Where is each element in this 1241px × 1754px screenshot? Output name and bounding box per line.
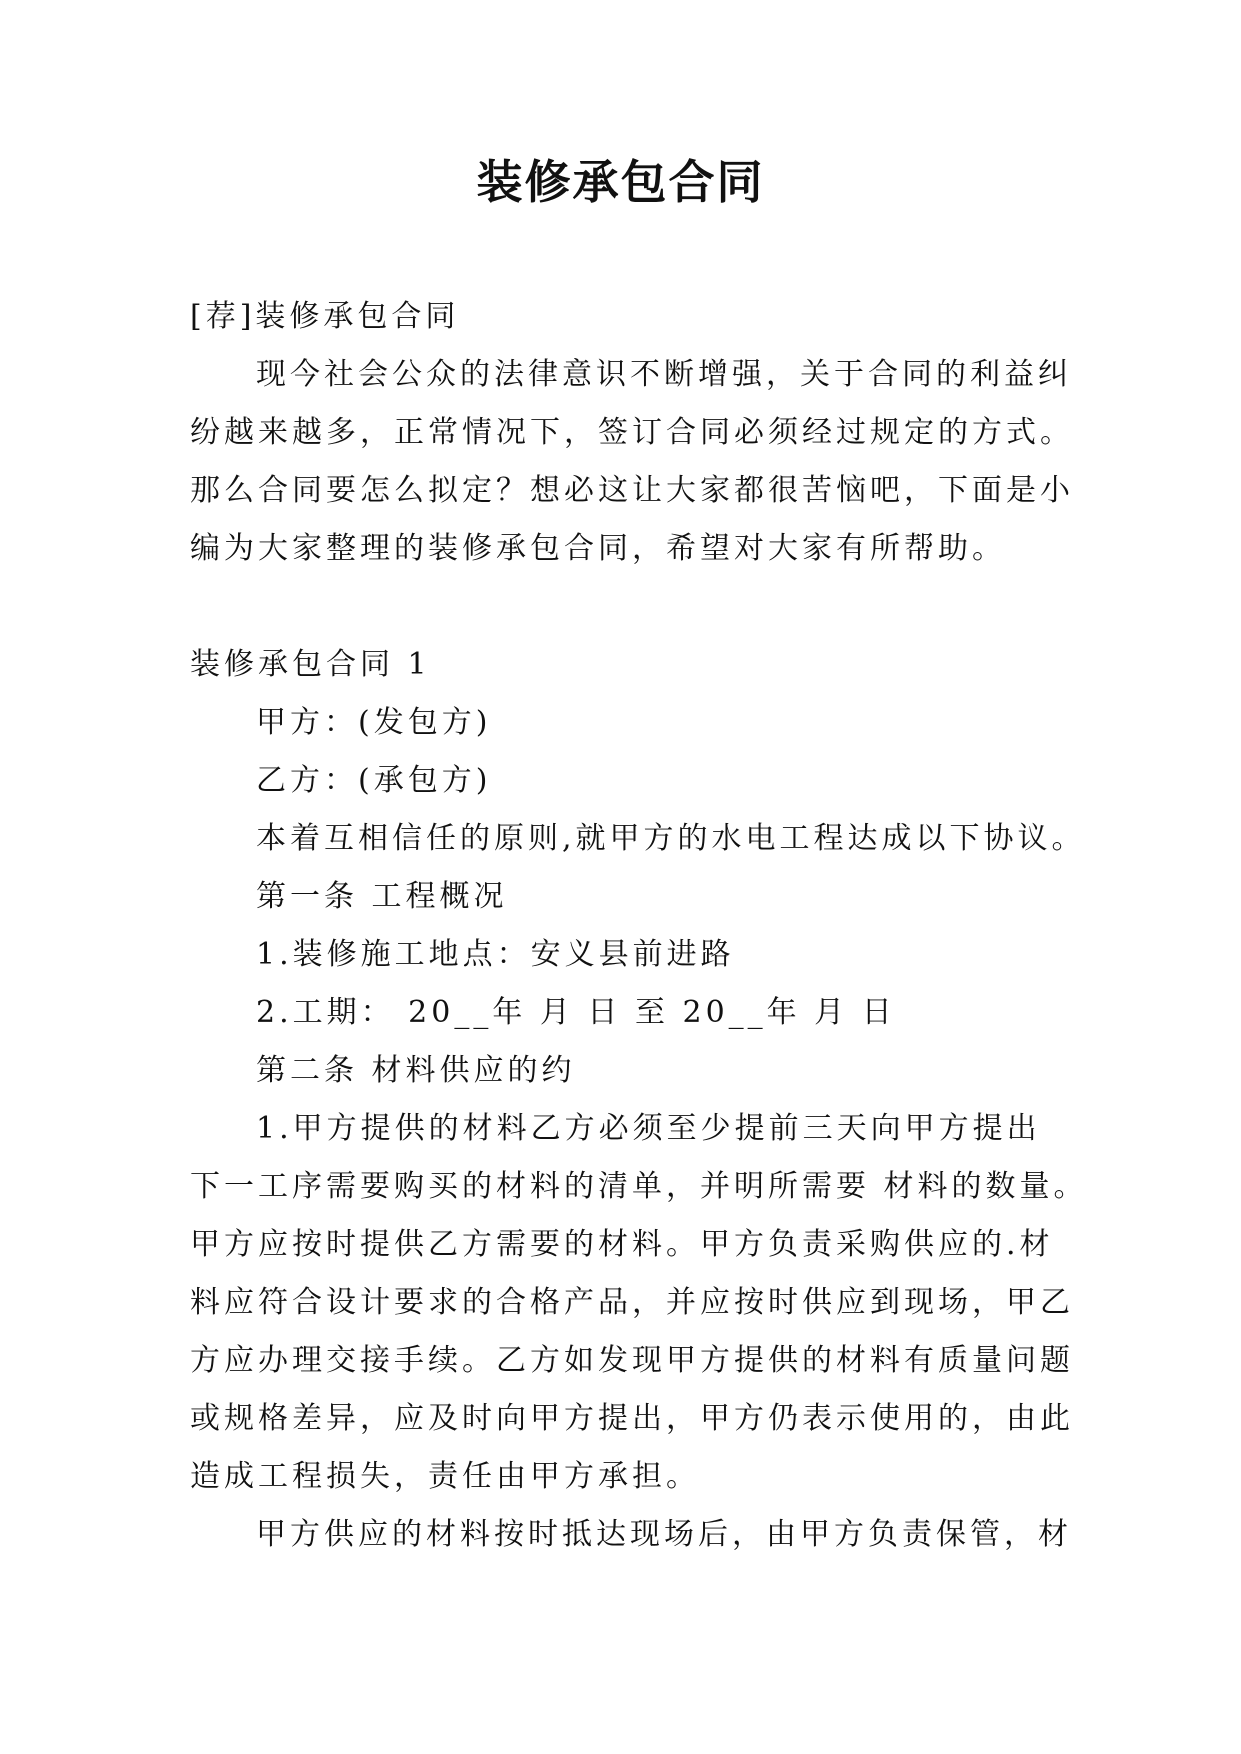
intro-line: 编为大家整理的装修承包合同，希望对大家有所帮助。 xyxy=(190,531,1006,566)
article-2-para-2-line: 甲方供应的材料按时抵达现场后，由甲方负责保管，材 xyxy=(256,1517,1072,1552)
article-2-para-line: 方应办理交接手续。乙方如发现甲方提供的材料有质量问题 xyxy=(190,1343,1074,1378)
principle-statement: 本着互相信任的原则,就甲方的水电工程达成以下协议。 xyxy=(256,821,1086,856)
article-2-para-line: 1.甲方提供的材料乙方必须至少提前三天向甲方提出 xyxy=(256,1111,1041,1146)
article-2-para-line: 料应符合设计要求的合格产品，并应按时供应到现场，甲乙 xyxy=(190,1285,1074,1320)
article-1-item-1: 1.装修施工地点：安义县前进路 xyxy=(256,937,735,972)
paragraph-gap xyxy=(190,578,1070,636)
intro-line: 纷越来越多，正常情况下，签订合同必须经过规定的方式。 xyxy=(190,415,1074,450)
subtitle: [荐]装修承包合同 xyxy=(190,299,460,334)
intro-line: 那么合同要怎么拟定？想必这让大家都很苦恼吧，下面是小 xyxy=(190,473,1074,508)
article-1-title: 第一条 工程概况 xyxy=(256,879,508,914)
article-2-para-line: 甲方应按时提供乙方需要的材料。甲方负责采购供应的.材 xyxy=(190,1227,1054,1262)
document-body xyxy=(190,288,1088,1564)
party-b: 乙方：(承包方) xyxy=(256,763,492,798)
article-2-para-line: 下一工序需要购买的材料的清单，并明所需要 材料的数量。 xyxy=(190,1169,1088,1204)
article-2-para-line: 造成工程损失，责任由甲方承担。 xyxy=(190,1459,700,1494)
article-1-item-2: 2.工期： 20__年 月 日 至 20__年 月 日 xyxy=(256,995,896,1030)
document-title: 装修承包合同 xyxy=(476,155,765,209)
party-a: 甲方：(发包方) xyxy=(256,705,492,740)
intro-line: 现今社会公众的法律意识不断增强，关于合同的利益纠 xyxy=(256,357,1072,392)
article-2-title: 第二条 材料供应的约 xyxy=(256,1053,576,1088)
article-2-para-line: 或规格差异，应及时向甲方提出，甲方仍表示使用的，由此 xyxy=(190,1401,1074,1436)
contract-heading: 装修承包合同 1 xyxy=(190,647,431,682)
